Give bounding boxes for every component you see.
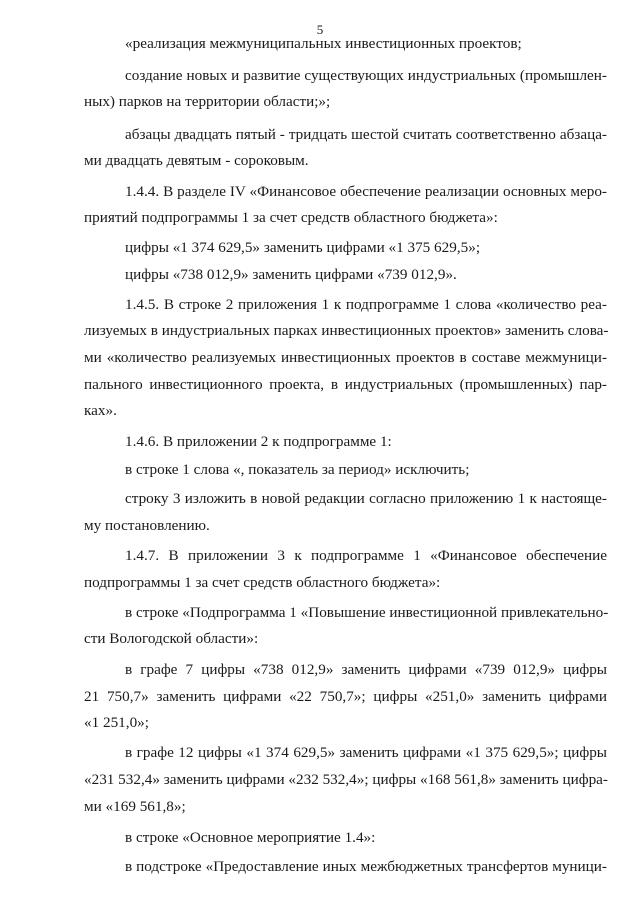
text-line: 1.4.4. В разделе IV «Финансовое обеспечение реализации основных меро- (125, 183, 607, 200)
text-line: «реализация межмуниципальных инвестиционных проектов; (125, 35, 522, 52)
text-line: сти Вологодской области»: (84, 630, 259, 647)
text-line: в подстроке «Предоставление иных межбюджетных трансфертов муници- (125, 858, 607, 875)
text-line: в строке «Основное мероприятие 1.4»: (125, 829, 376, 846)
text-line: приятий подпрограммы 1 за счет средств областного бюджета»: (84, 209, 498, 226)
text-line: подпрограммы 1 за счет средств областного бюджета»: (84, 574, 441, 591)
text-line: ных) парков на территории области;»; (84, 93, 331, 110)
text-line: пального инвестиционного проекта, в индустриальных (промышленных) пар- (84, 376, 607, 393)
text-line: «231 532,4» заменить цифрами «232 532,4»; цифры «168 561,8» заменить цифра- (84, 771, 608, 788)
text-line: му постановлению. (84, 517, 210, 534)
page-number: 5 (316, 22, 324, 37)
text-line: «1 251,0»; (84, 714, 149, 731)
text-line: в строке 1 слова «, показатель за период» исключить; (125, 461, 470, 478)
text-line: 1.4.5. В строке 2 приложения 1 к подпрограмме 1 слова «количество реа- (125, 296, 607, 313)
text-line: цифры «738 012,9» заменить цифрами «739 012,9». (125, 266, 457, 283)
text-line: в строке «Подпрограмма 1 «Повышение инвестиционной привлекательно- (125, 604, 609, 621)
text-line: 21 750,7» заменить цифрами «22 750,7»; цифры «251,0» заменить цифрами (84, 688, 607, 705)
text-line: ми двадцать девятым - сороковым. (84, 152, 309, 169)
text-line: 1.4.7. В приложении 3 к подпрограмме 1 «Финансовое обеспечение (125, 547, 607, 564)
text-line: ми «количество реализуемых инвестиционных проектов в составе межмуници- (84, 349, 607, 366)
text-line: абзацы двадцать пятый - тридцать шестой считать соответственно абзаца- (125, 126, 607, 143)
text-line: в графе 7 цифры «738 012,9» заменить цифрами «739 012,9» цифры (125, 661, 607, 678)
text-line: цифры «1 374 629,5» заменить цифрами «1 375 629,5»; (125, 239, 481, 256)
text-line: ми «169 561,8»; (84, 798, 186, 815)
text-line: лизуемых в индустриальных парках инвестиционных проектов» заменить слова- (84, 322, 609, 339)
text-line: создание новых и развитие существующих индустриальных (промышлен- (125, 67, 607, 84)
text-line: ках». (84, 402, 117, 419)
text-line: в графе 12 цифры «1 374 629,5» заменить цифрами «1 375 629,5»; цифры (125, 744, 607, 761)
text-line: 1.4.6. В приложении 2 к подпрограмме 1: (125, 433, 392, 450)
text-line: строку 3 изложить в новой редакции согласно приложению 1 к настояще- (125, 490, 607, 507)
